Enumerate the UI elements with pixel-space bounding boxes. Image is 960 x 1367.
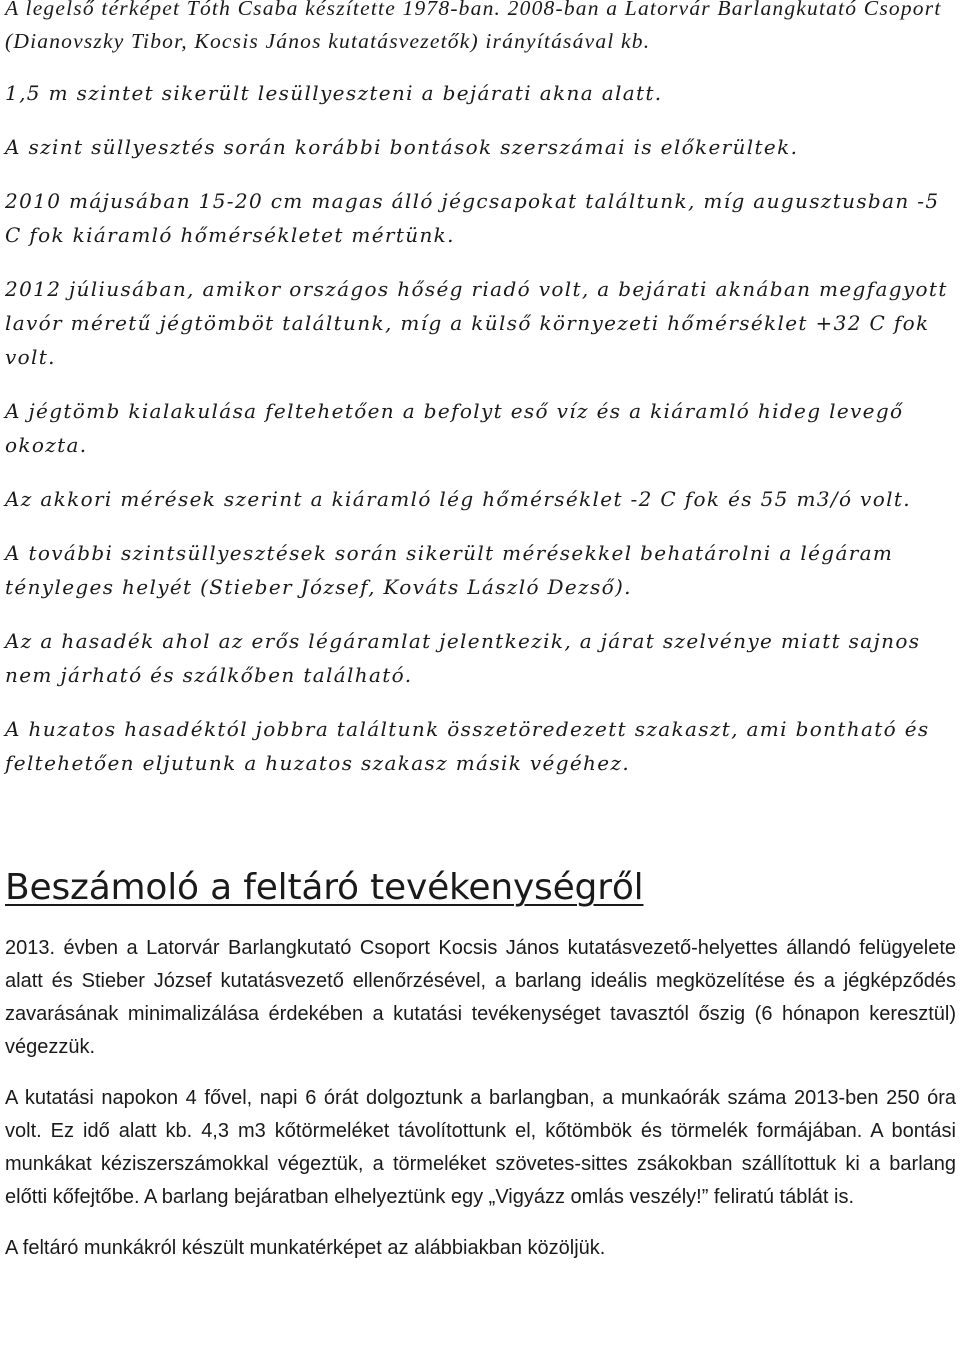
intro-paragraph: Az a hasadék ahol az erős légáramlat jelentkezik, a járat szelvénye miatt sajnos nem járható és szálkőben található. bbox=[5, 629, 921, 687]
intro-paragraph: 2010 májusában 15-20 cm magas álló jégcsapokat találtunk, míg augusztusban -5 C fok kiáramló hőmérsékletet mértünk. bbox=[5, 189, 940, 247]
intro-paragraph: A szint süllyesztés során korábbi bontások szerszámai is előkerültek. bbox=[5, 135, 799, 159]
report-paragraph: A feltáró munkákról készült munkatérképet az alábbiakban közöljük. bbox=[5, 1237, 606, 1259]
report-section bbox=[5, 932, 956, 1265]
intro-paragraph: 1,5 m szintet sikerült lesüllyeszteni a bejárati akna alatt. bbox=[5, 81, 663, 105]
intro-paragraph: A legelső térképet Tóth Csaba készítette 1978-ban. 2008-ban a Latorvár Barlangkutató Csoport (Dianovszky Tibor, Kocsis János kutatásvezetők) irányításával kb. bbox=[5, 0, 942, 53]
intro-paragraph: 2012 júliusában, amikor országos hőség riadó volt, a bejárati aknában megfagyott lavór méretű jégtömböt találtunk, míg a külső környezeti hőmérséklet +32 C fok volt. bbox=[5, 277, 948, 369]
intro-paragraph: A jégtömb kialakulása feltehetően a befolyt eső víz és a kiáramló hideg levegő okozta. bbox=[5, 399, 904, 457]
report-paragraph: A kutatási napokon 4 fővel, napi 6 órát dolgoztunk a barlangban, a munkaórák száma 2013-ben 250 óra volt. Ez idő alatt kb. 4,3 m3 kőtörmeléket távolítottunk el, kőtömbök és törmelék formájában. A bontási munkákat kéziszerszámokkal végeztük, a törmeléket szövetes-sittes zsákokban szállítottuk ki a barlang előtti kőfejtőbe. A barlang bejáratban elhelyeztünk egy „Vigyázz omlás veszély!” feliratú táblát is. bbox=[5, 1087, 956, 1208]
intro-paragraph: A további szintsüllyesztések során sikerült mérésekkel behatárolni a légáram tényleges helyét (Stieber József, Kováts László Dezső). bbox=[5, 541, 894, 599]
intro-paragraph: A huzatos hasadéktól jobbra találtunk összetöredezett szakaszt, ami bontható és feltehetően eljutunk a huzatos szakasz másik végéhez. bbox=[5, 717, 930, 775]
report-paragraph: 2013. évben a Latorvár Barlangkutató Csoport Kocsis János kutatásvezető-helyettes állandó felügyelete alatt és Stieber József kutatásvezető ellenőrzésével, a barlang ideális megközelítése és a jégképződés zavarásának minimalizálása érdekében a kutatási tevékenységet tavasztól őszig (6 hónapon keresztül) végezzük. bbox=[5, 937, 956, 1058]
intro-paragraph: Az akkori mérések szerint a kiáramló lég hőmérséklet -2 C fok és 55 m3/ó volt. bbox=[5, 487, 911, 511]
intro-section bbox=[5, 0, 956, 780]
section-heading: Beszámoló a feltáró tevékenységről bbox=[5, 867, 644, 908]
